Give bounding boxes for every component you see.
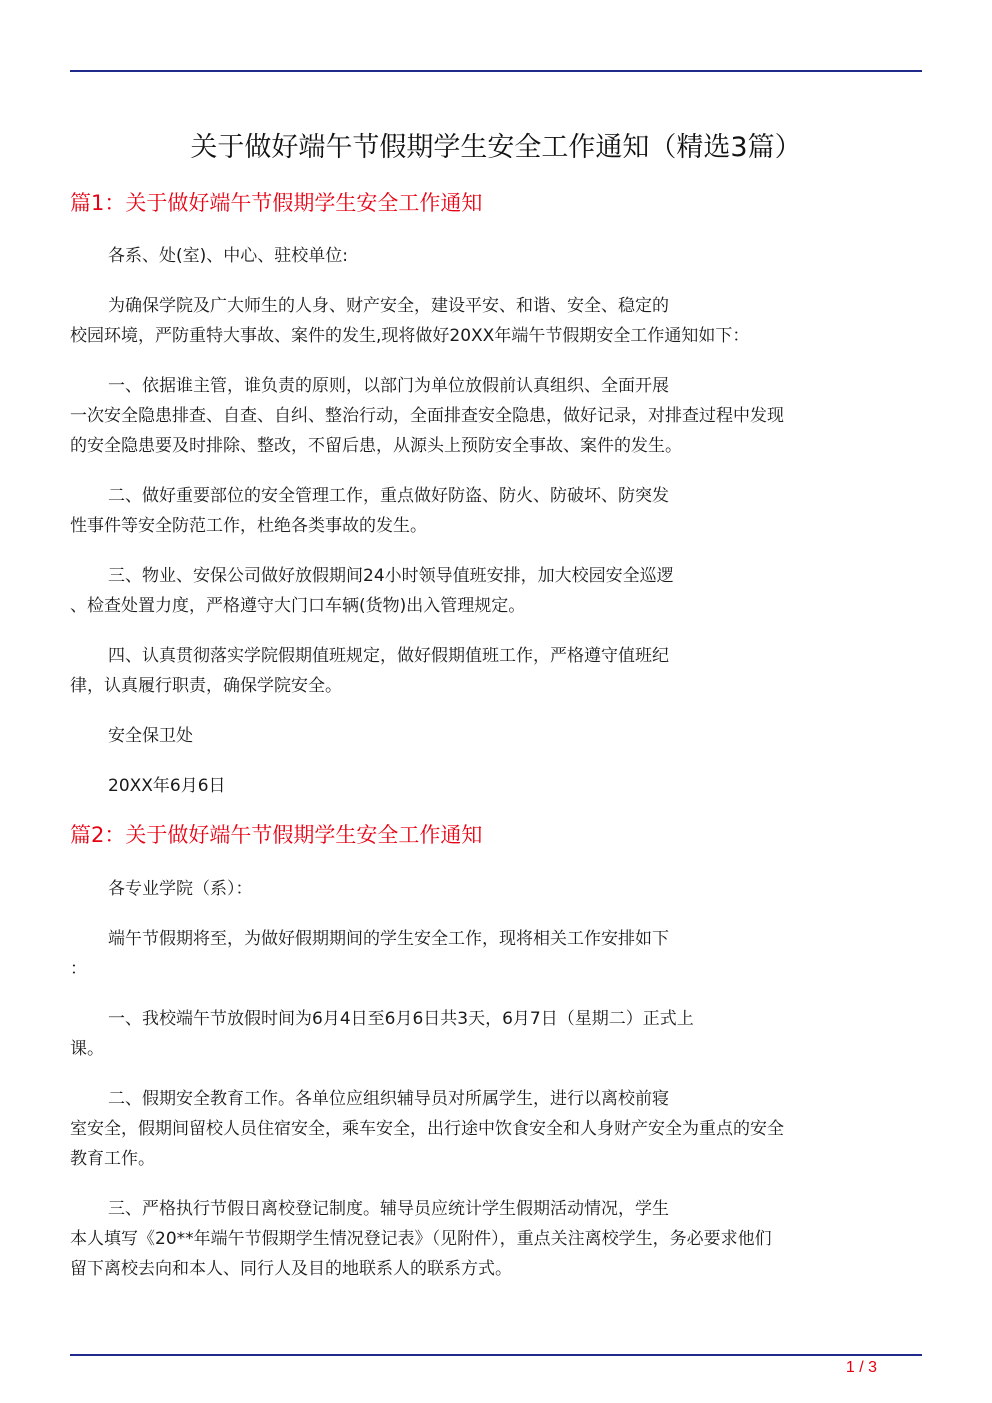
text-line: 一、我校端午节放假时间为6月4日至6月6日共3天，6月7日（星期二）正式上 (108, 1009, 694, 1029)
text-line: 校园环境，严防重特大事故、案件的发生,现将做好20XX年端午节假期安全工作通知如下： (70, 326, 750, 346)
header-rule (70, 70, 922, 72)
document-title: 关于做好端午节假期学生安全工作通知（精选3篇） (190, 132, 802, 163)
text-line: 性事件等安全防范工作，杜绝各类事故的发生。 (70, 516, 427, 536)
section-1-paragraph-2 (70, 371, 922, 461)
section-1-paragraph-4 (70, 561, 922, 621)
section-2-salutation (70, 874, 922, 904)
section-1-heading: 篇1：关于做好端午节假期学生安全工作通知 (70, 191, 483, 215)
section-1-paragraph-1 (70, 291, 922, 351)
section-2-heading: 篇2：关于做好端午节假期学生安全工作通知 (70, 823, 483, 847)
text-line: 室安全，假期间留校人员住宿安全，乘车安全，出行途中饮食安全和人身财产安全为重点的安全 (70, 1119, 784, 1139)
text-line: 各专业学院（系）： (108, 879, 253, 899)
text-line: 四、认真贯彻落实学院假期值班规定，做好假期值班工作，严格遵守值班纪 (108, 646, 669, 666)
text-line: 课。 (70, 1039, 104, 1059)
text-line: 、检查处置力度，严格遵守大门口车辆(货物)出入管理规定。 (70, 596, 526, 616)
text-line: 本人填写《20**年端午节假期学生情况登记表》（见附件），重点关注离校学生，务必要求他们 (70, 1229, 772, 1249)
section-1-paragraph-5 (70, 641, 922, 701)
section-2-paragraph-3 (70, 1084, 922, 1174)
section-1-signature (70, 721, 922, 751)
text-line: 20XX年6月6日 (108, 776, 226, 796)
footer-rule (70, 1354, 922, 1356)
text-line: 为确保学院及广大师生的人身、财产安全，建设平安、和谐、安全、稳定的 (108, 296, 669, 316)
text-line: 各系、处(室)、中心、驻校单位: (108, 246, 348, 266)
section-1-salutation (70, 241, 922, 271)
section-1-paragraph-3 (70, 481, 922, 541)
text-line: 一次安全隐患排查、自查、自纠、整治行动，全面排查安全隐患，做好记录，对排查过程中发现 (70, 406, 784, 426)
page-number: 1 / 3 (845, 1359, 877, 1376)
section-2-paragraph-2 (70, 1004, 922, 1064)
section-2-paragraph-1 (70, 924, 922, 984)
section-2-paragraph-4 (70, 1194, 922, 1284)
text-line: 三、物业、安保公司做好放假期间24小时领导值班安排，加大校园安全巡逻 (108, 566, 674, 586)
text-line: 安全保卫处 (108, 726, 193, 746)
text-line: 端午节假期将至，为做好假期期间的学生安全工作，现将相关工作安排如下 (108, 929, 669, 949)
text-line: 三、严格执行节假日离校登记制度。辅导员应统计学生假期活动情况，学生 (108, 1199, 669, 1219)
text-line: 教育工作。 (70, 1149, 155, 1169)
text-line: 的安全隐患要及时排除、整改，不留后患，从源头上预防安全事故、案件的发生。 (70, 436, 682, 456)
section-1-date (70, 771, 922, 801)
text-line: 律，认真履行职责，确保学院安全。 (70, 676, 342, 696)
text-line: ： (70, 959, 87, 979)
text-line: 二、做好重要部位的安全管理工作，重点做好防盗、防火、防破坏、防突发 (108, 486, 669, 506)
text-line: 二、假期安全教育工作。各单位应组织辅导员对所属学生，进行以离校前寝 (108, 1089, 669, 1109)
text-line: 一、依据谁主管，谁负责的原则，以部门为单位放假前认真组织、全面开展 (108, 376, 669, 396)
text-line: 留下离校去向和本人、同行人及目的地联系人的联系方式。 (70, 1259, 512, 1279)
